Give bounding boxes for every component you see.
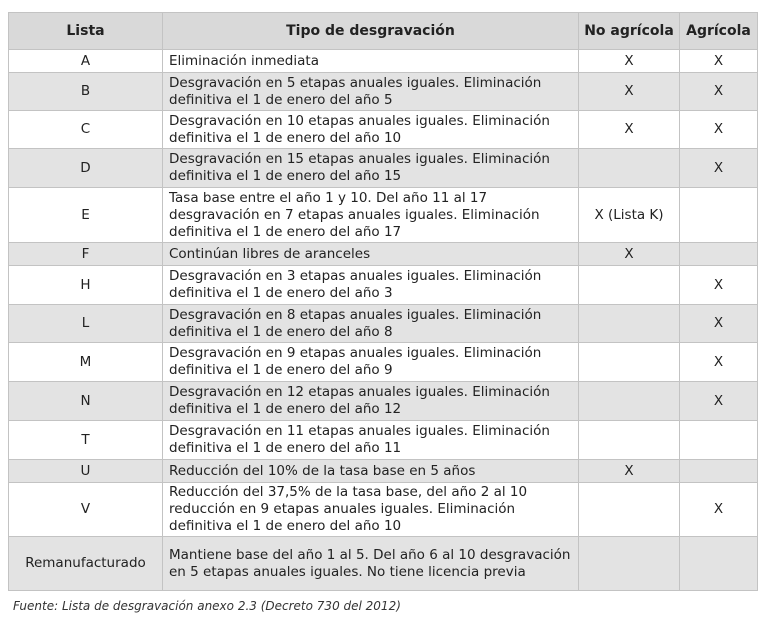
cell-tipo: Desgravación en 15 etapas anuales iguales. Eliminación definitiva el 1 de enero del año 15: [163, 149, 579, 188]
cell-lista: E: [9, 188, 163, 243]
cell-agricola: X: [680, 305, 758, 343]
cell-agricola: X: [680, 382, 758, 421]
table-row: [9, 305, 758, 343]
table-row: [9, 537, 758, 591]
desgravacion-table: [8, 12, 758, 591]
cell-agricola: [680, 460, 758, 483]
table-row: [9, 50, 758, 73]
cell-lista: B: [9, 73, 163, 111]
cell-agricola: [680, 421, 758, 460]
header-tipo: Tipo de desgravación: [163, 13, 579, 50]
cell-agricola: [680, 243, 758, 266]
table-row: [9, 421, 758, 460]
table-row: [9, 266, 758, 305]
cell-lista: D: [9, 149, 163, 188]
cell-agricola: X: [680, 343, 758, 382]
cell-lista: C: [9, 111, 163, 149]
cell-no-agricola: X: [579, 50, 680, 73]
cell-no-agricola: [579, 149, 680, 188]
cell-tipo: Desgravación en 11 etapas anuales iguales. Eliminación definitiva el 1 de enero del año 11: [163, 421, 579, 460]
cell-tipo: Desgravación en 9 etapas anuales iguales. Eliminación definitiva el 1 de enero del año 9: [163, 343, 579, 382]
header-row: [9, 13, 758, 50]
header-agricola: Agrícola: [680, 13, 758, 50]
table-row: [9, 382, 758, 421]
header-no-agricola: No agrícola: [579, 13, 680, 50]
cell-no-agricola: [579, 266, 680, 305]
cell-tipo: Desgravación en 10 etapas anuales iguales. Eliminación definitiva el 1 de enero del año 10: [163, 111, 579, 149]
cell-no-agricola: [579, 483, 680, 537]
cell-no-agricola: X: [579, 243, 680, 266]
cell-lista: L: [9, 305, 163, 343]
cell-tipo: Desgravación en 3 etapas anuales iguales. Eliminación definitiva el 1 de enero del año 3: [163, 266, 579, 305]
cell-no-agricola: [579, 421, 680, 460]
cell-agricola: [680, 188, 758, 243]
table-row: [9, 149, 758, 188]
table-row: [9, 188, 758, 243]
cell-lista: A: [9, 50, 163, 73]
cell-no-agricola: [579, 305, 680, 343]
cell-agricola: X: [680, 483, 758, 537]
cell-no-agricola: [579, 343, 680, 382]
cell-no-agricola: X: [579, 73, 680, 111]
cell-no-agricola: [579, 537, 680, 591]
table-row: [9, 243, 758, 266]
cell-no-agricola: [579, 382, 680, 421]
cell-tipo: Eliminación inmediata: [163, 50, 579, 73]
table-row: [9, 483, 758, 537]
cell-tipo: Desgravación en 5 etapas anuales iguales. Eliminación definitiva el 1 de enero del año 5: [163, 73, 579, 111]
header-lista: Lista: [9, 13, 163, 50]
cell-agricola: X: [680, 111, 758, 149]
cell-no-agricola: X (Lista K): [579, 188, 680, 243]
cell-agricola: X: [680, 149, 758, 188]
cell-no-agricola: X: [579, 111, 680, 149]
source-footnote: Fuente: Lista de desgravación anexo 2.3 (Decreto 730 del 2012): [13, 599, 401, 613]
cell-tipo: Reducción del 10% de la tasa base en 5 años: [163, 460, 579, 483]
cell-tipo: Desgravación en 8 etapas anuales iguales. Eliminación definitiva el 1 de enero del año 8: [163, 305, 579, 343]
cell-lista: T: [9, 421, 163, 460]
cell-lista: F: [9, 243, 163, 266]
table-row: [9, 73, 758, 111]
cell-no-agricola: X: [579, 460, 680, 483]
cell-lista: M: [9, 343, 163, 382]
table-row: [9, 460, 758, 483]
cell-lista: H: [9, 266, 163, 305]
cell-agricola: X: [680, 50, 758, 73]
cell-lista: N: [9, 382, 163, 421]
cell-lista: U: [9, 460, 163, 483]
table-row: [9, 111, 758, 149]
cell-tipo: Mantiene base del año 1 al 5. Del año 6 al 10 desgravación en 5 etapas anuales iguales. No tiene licencia previa: [163, 537, 579, 591]
cell-lista: V: [9, 483, 163, 537]
cell-tipo: Continúan libres de aranceles: [163, 243, 579, 266]
cell-agricola: [680, 537, 758, 591]
cell-tipo: Desgravación en 12 etapas anuales iguales. Eliminación definitiva el 1 de enero del año 12: [163, 382, 579, 421]
cell-agricola: X: [680, 266, 758, 305]
table-row: [9, 343, 758, 382]
cell-lista: Remanufacturado: [9, 537, 163, 591]
cell-tipo: Reducción del 37,5% de la tasa base, del año 2 al 10 reducción en 9 etapas anuales iguales. Eliminación definitiva el 1 de enero del año 10: [163, 483, 579, 537]
cell-tipo: Tasa base entre el año 1 y 10. Del año 11 al 17 desgravación en 7 etapas anuales iguales. Eliminación definitiva el 1 de enero del año 17: [163, 188, 579, 243]
cell-agricola: X: [680, 73, 758, 111]
